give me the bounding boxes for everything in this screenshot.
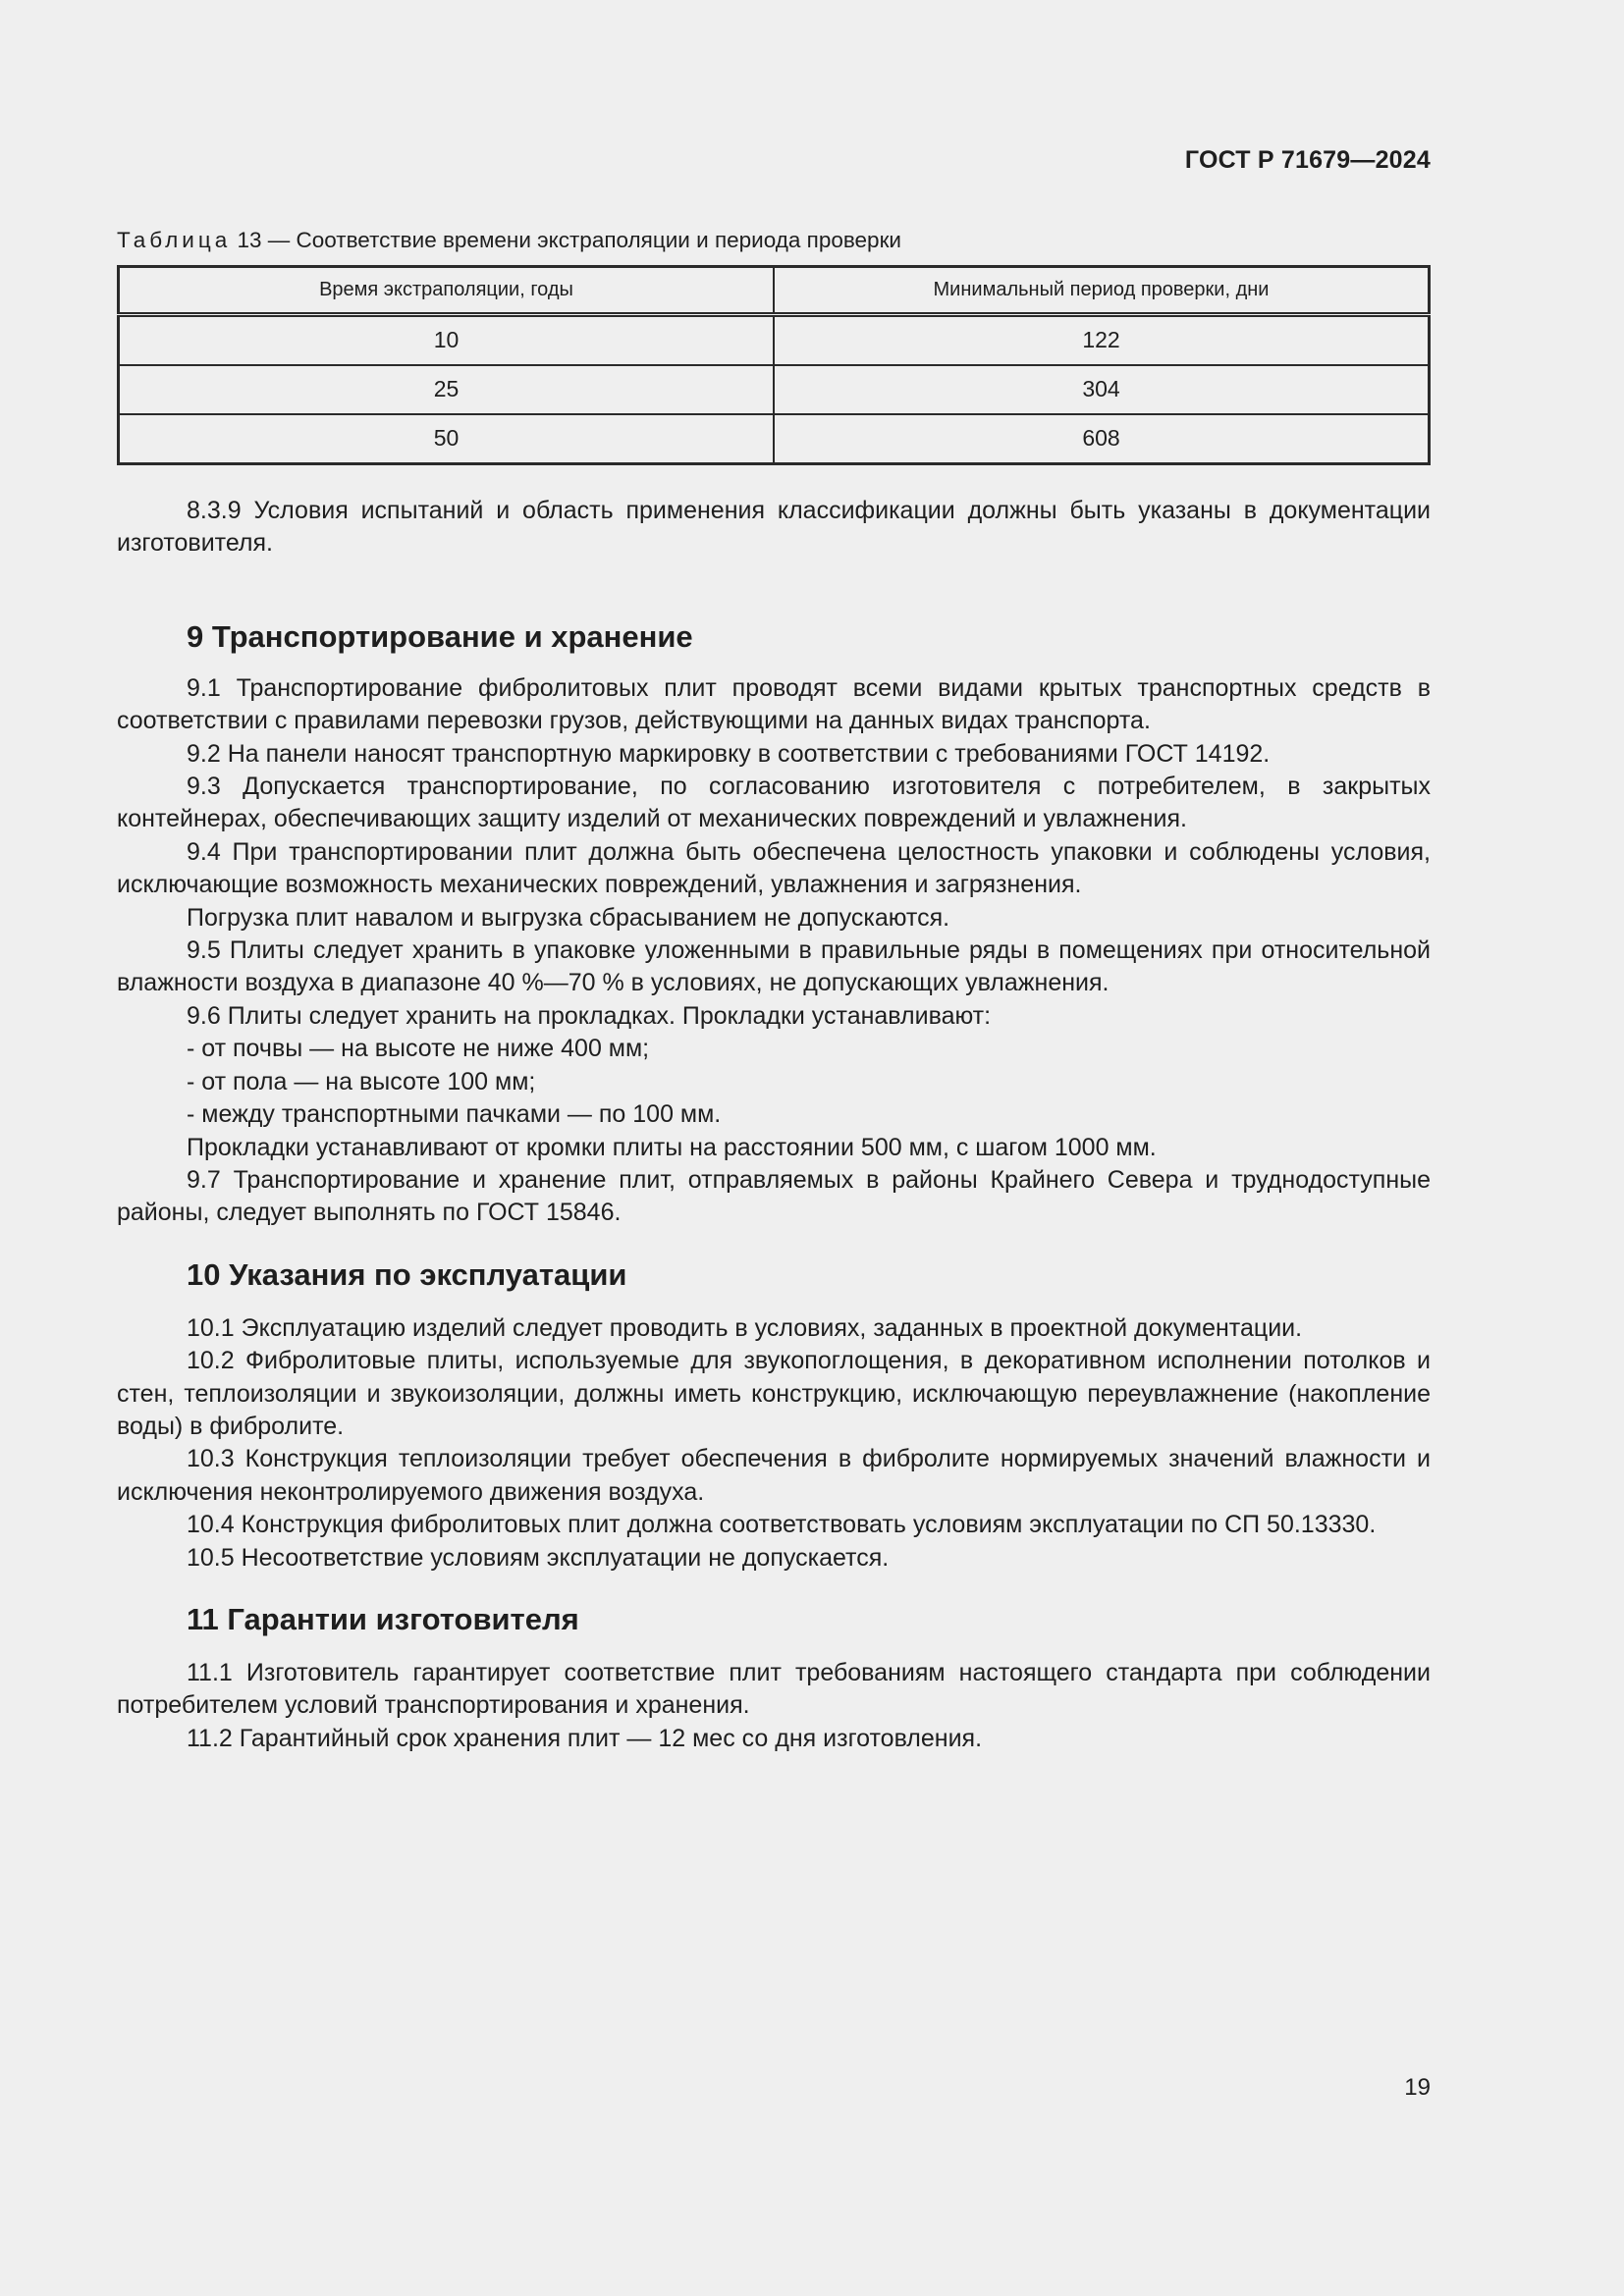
paragraph-9-3: 9.3 Допускается транспортирование, по согласованию изготовителя с потребителем, в закрытых контейнерах, обеспечивающих защиту изделий от механических повреждений и увлажнения.: [117, 773, 1431, 833]
table-cell: 122: [774, 315, 1430, 366]
section-9-title: 9 Транспортирование и хранение: [187, 618, 693, 654]
table-row: [119, 414, 1430, 464]
paragraph-10-3: 10.3 Конструкция теплоизоляции требует обеспечения в фибролите нормируемых значений влажности и исключения неконтролируемого движения воздуха.: [117, 1445, 1431, 1506]
paragraph-10-2: 10.2 Фибролитовые плиты, используемые для звукопоглощения, в декоративном исполнении потолков и стен, теплоизоляции и звукоизоляции, должны иметь конструкцию, исключающую переувлажнение (накопление воды) в фибролите.: [117, 1347, 1431, 1440]
table-header-row: [119, 267, 1430, 315]
paragraph-8-3-9: 8.3.9 Условия испытаний и область применения классификации должны быть указаны в документации изготовителя.: [117, 497, 1431, 558]
table-row: [119, 315, 1430, 366]
table-cell: 608: [774, 414, 1430, 464]
paragraph-9-6-note: Прокладки устанавливают от кромки плиты на расстоянии 500 мм, с шагом 1000 мм.: [187, 1133, 1157, 1161]
table-caption: [117, 226, 1431, 255]
table-header-cell: Минимальный период проверки, дни: [774, 267, 1430, 315]
table-caption-text: 13 — Соответствие времени экстраполяции и периода проверки: [231, 228, 901, 252]
paragraph-9-6: 9.6 Плиты следует хранить на прокладках. Прокладки устанавливают:: [187, 1001, 992, 1030]
paragraph-9-7: 9.7 Транспортирование и хранение плит, отправляемых в районы Крайнего Севера и труднодоступные районы, следует выполнять по ГОСТ 15846.: [117, 1165, 1431, 1227]
list-item: - от пола — на высоте 100 мм;: [187, 1067, 536, 1095]
table-cell: 304: [774, 365, 1430, 414]
table-cell: 10: [119, 315, 775, 366]
paragraph-9-5: 9.5 Плиты следует хранить в упаковке уложенными в правильные ряды в помещениях при относительной влажности воздуха в диапазоне 40 %—70 % в условиях, не допускающих увлажнения.: [117, 936, 1431, 997]
section-11-title: 11 Гарантии изготовителя: [187, 1601, 579, 1636]
paragraph-9-4-note: Погрузка плит навалом и выгрузка сбрасыванием не допускаются.: [187, 903, 950, 932]
paragraph-10-5: 10.5 Несоответствие условиям эксплуатации не допускается.: [187, 1543, 890, 1572]
section-10-title: 10 Указания по эксплуатации: [187, 1256, 627, 1292]
table-header-cell: Время экстраполяции, годы: [119, 267, 775, 315]
table-cell: 50: [119, 414, 775, 464]
document-code: ГОСТ Р 71679—2024: [1184, 146, 1431, 174]
extrapolation-table: [117, 265, 1431, 465]
page-number: 19: [1404, 2074, 1431, 2101]
table-row: [119, 365, 1430, 414]
paragraph-11-2: 11.2 Гарантийный срок хранения плит — 12 мес со дня изготовления.: [187, 1724, 983, 1752]
paragraph-11-1: 11.1 Изготовитель гарантирует соответствие плит требованиям настоящего стандарта при соблюдении потребителем условий транспортирования и хранения.: [117, 1658, 1431, 1720]
list-item: - от почвы — на высоте не ниже 400 мм;: [187, 1035, 650, 1063]
page-content: [117, 226, 1431, 1755]
paragraph-9-2: 9.2 На панели наносят транспортную маркировку в соответствии с требованиями ГОСТ 14192.: [187, 739, 1271, 768]
paragraph-10-4: 10.4 Конструкция фибролитовых плит должна соответствовать условиям эксплуатации по СП 50.13330.: [187, 1511, 1377, 1539]
table-caption-label: Таблица: [117, 228, 232, 252]
list-item: - между транспортными пачками — по 100 мм.: [187, 1100, 722, 1129]
table-cell: 25: [119, 365, 775, 414]
paragraph-9-1: 9.1 Транспортирование фибролитовых плит проводят всеми видами крытых транспортных средств в соответствии с правилами перевозки грузов, действующими на данных видах транспорта.: [117, 673, 1431, 735]
paragraph-9-4: 9.4 При транспортировании плит должна быть обеспечена целостность упаковки и соблюдены условия, исключающие возможность механических повреждений, увлажнения и загрязнения.: [117, 837, 1431, 899]
paragraph-10-1: 10.1 Эксплуатацию изделий следует проводить в условиях, заданных в проектной документации.: [187, 1313, 1303, 1342]
